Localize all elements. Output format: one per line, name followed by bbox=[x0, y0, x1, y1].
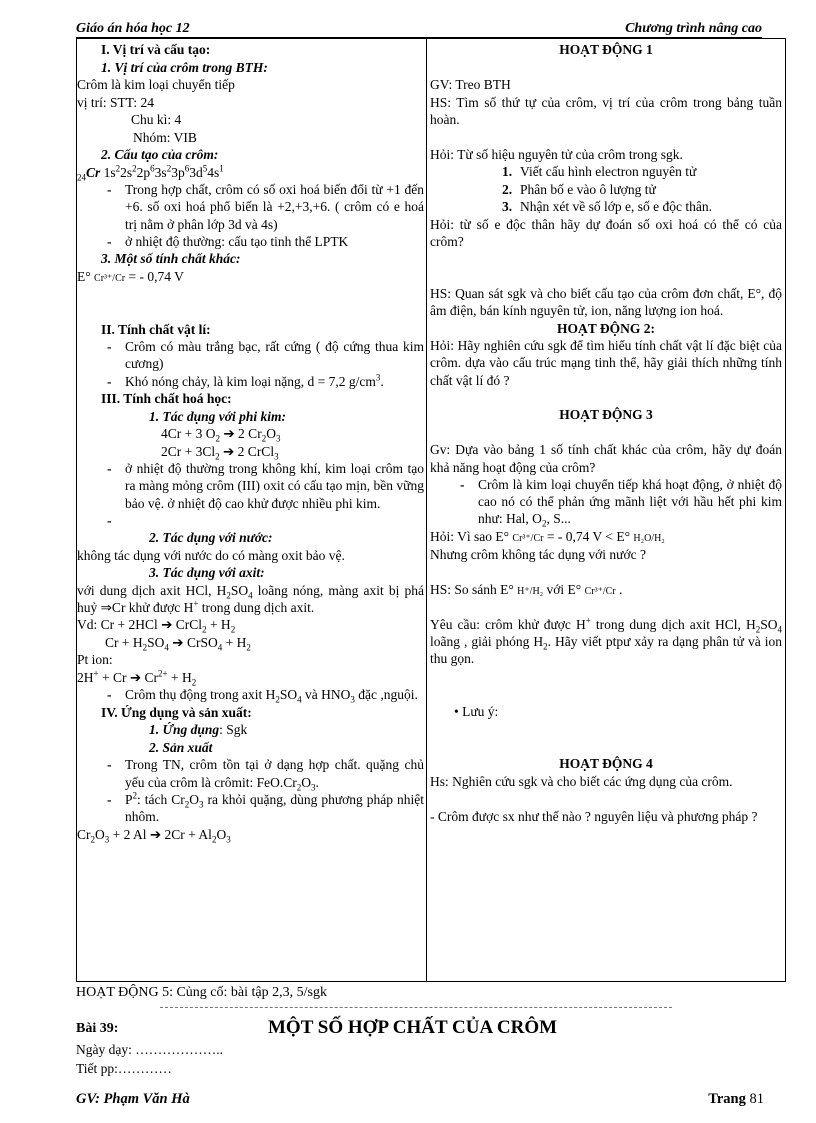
activity-line bbox=[430, 668, 782, 686]
content-line: 1. Tác dụng với phi kim: bbox=[149, 408, 286, 424]
content-line bbox=[77, 303, 424, 321]
content-line: 3. Tác dụng với axit: bbox=[149, 565, 265, 581]
activity-line bbox=[430, 720, 782, 738]
content-line: - $P^2$: tách $Cr_2O_3$ ra khỏi quặng, dùng phương pháp nhiệt nhôm. bbox=[107, 790, 424, 825]
activity-line: Hs: Nghiên cứu sgk và cho biết các ứng dụng của crôm. bbox=[430, 773, 733, 789]
content-line bbox=[77, 286, 424, 304]
content-line: - ở nhiệt độ thường: cấu tạo tinh thể LPTK bbox=[107, 233, 349, 249]
content-line: $_{24}$Cr $1s^22s^22p^63s^23p^63d^54s^1$ bbox=[77, 163, 224, 183]
lesson-number: Bài 39: bbox=[76, 1021, 119, 1036]
dash-bullet-icon: - bbox=[107, 373, 112, 389]
content-line: Chu kì: 4 bbox=[131, 112, 182, 127]
page-header bbox=[76, 20, 762, 38]
activity-line: - Crôm là kim loại chuyển tiếp khá hoạt động, ở nhiệt độ cao nó có thể phản ứng mãnh liệt với hầu hết phi kim như: Hal, $O_2$, S... bbox=[460, 476, 782, 530]
activity-line: HOẠT ĐỘNG 2: bbox=[556, 320, 655, 336]
page-num: 81 bbox=[749, 1091, 764, 1107]
activity-line: HS: Tìm số thứ tự của crôm, vị trí của crôm trong bảng tuần hoàn. bbox=[430, 94, 782, 127]
page-number bbox=[708, 1090, 764, 1109]
content-line: với dung dịch axit HCl, $H_2SO_4$ loãng nóng, màng axit bị phá huỷ ⇒Cr khử được H+ trong dung dịch axit. bbox=[77, 582, 424, 616]
activity-column bbox=[430, 41, 782, 825]
content-line: $Cr_2O_3 + 2$ Al ➔ $2Cr + Al_2O_3$ bbox=[77, 826, 231, 845]
content-line: IV. Ứng dụng và sản xuất: bbox=[101, 704, 252, 720]
activity-line: Nhưng crôm không tác dụng với nước ? bbox=[430, 546, 646, 562]
activity-line: 2. Phân bố e vào ô lượng tử bbox=[502, 181, 656, 197]
content-line: - ở nhiệt độ thường trong không khí, kim loại crôm tạo ra màng mỏng crôm (III) oxit có cấu tạo mịn, bền vững bảo vệ. ở nhiệt độ cao khử được nhiều phi kim. bbox=[107, 461, 424, 511]
content-line: $2Cr + 3Cl_2$ ➔ 2 CrCl$_3$ bbox=[161, 443, 279, 462]
dash-bullet-icon: - bbox=[107, 233, 112, 249]
activity-line: 1. Viết cấu hình electron nguyên tử bbox=[502, 164, 697, 180]
content-line: - Trong TN, crôm tồn tại ở dạng hợp chất. quặng chủ yếu của crôm là crômit: $FeO.Cr_2O_3$. bbox=[107, 757, 424, 793]
activity-line: - Crôm được sx như thế nào ? nguyên liệu và phương pháp ? bbox=[430, 808, 758, 824]
activity-line: Hỏi: Từ số hiệu nguyên tử của crôm trong sgk. bbox=[430, 146, 683, 162]
activity-5: HOẠT ĐỘNG 5: Củng cố: bài tập 2,3, 5/sgk bbox=[76, 985, 327, 1000]
content-line: 2. Cấu tạo của crôm: bbox=[101, 147, 219, 162]
activity-line bbox=[430, 268, 782, 286]
activity-line bbox=[430, 563, 782, 581]
activity-line: Hỏi: từ số e độc thân hãy dự đoán số oxi hoá có thể có của crôm? bbox=[430, 216, 782, 249]
content-line: $Cr + H_2SO_4$ ➔ CrSO$_4$ + $H_2$ bbox=[105, 634, 251, 653]
activity-line: Hỏi: Hãy nghiên cứu sgk để tìm hiểu tính chất vật lí đặc biệt của crôm. dựa vào cấu trúc mạng tinh thể, hãy giải thích những tính chất vật lí đó ? bbox=[430, 338, 782, 388]
dash-bullet-icon: - bbox=[107, 182, 112, 197]
header-subject: Giáo án hóa học 12 bbox=[76, 21, 190, 36]
content-line: - Trong hợp chất, crôm có số oxi hoá biến đổi từ +1 đến +6. số oxi hoá phổ biến là +2,+3,+6. ( crôm có e hoá trị nằm ở phân lớp 3d và 4s) bbox=[107, 182, 424, 232]
activity-line: Hỏi: Vì sao E° Cr³⁺/Cr = - 0,74 V < E° H₂O/H₂ bbox=[430, 528, 665, 544]
dash-bullet-icon: - bbox=[107, 512, 112, 528]
content-line: 2. Tác dụng với nước: bbox=[149, 530, 273, 546]
content-line: không tác dụng với nước do có màng oxit bảo vệ. bbox=[77, 547, 345, 563]
activity-line bbox=[430, 250, 782, 268]
activity-line bbox=[430, 128, 782, 146]
activity-line bbox=[430, 685, 782, 703]
period-line: Tiết pp:………… bbox=[76, 1061, 172, 1076]
dash-bullet-icon: - bbox=[107, 757, 112, 773]
content-column bbox=[77, 41, 424, 843]
activity-line: HOẠT ĐỘNG 4 bbox=[559, 756, 653, 772]
activity-line bbox=[430, 424, 782, 442]
content-line: E° Cr³⁺/Cr = - 0,74 V bbox=[77, 268, 184, 284]
activity-line: • Lưu ý: bbox=[454, 703, 499, 719]
content-line: 2. Sản xuất bbox=[149, 739, 213, 755]
lesson-table bbox=[76, 38, 786, 982]
activity-line bbox=[430, 389, 782, 407]
content-line bbox=[77, 512, 424, 530]
activity-line: 3. Nhận xét về số lớp e, số e độc thân. bbox=[502, 199, 712, 215]
content-line: I. Vị trí và cấu tạo: bbox=[101, 42, 211, 57]
activity-line: GV: Treo BTH bbox=[430, 77, 511, 92]
column-divider bbox=[426, 39, 427, 981]
dash-bullet-icon: - bbox=[107, 791, 112, 807]
content-line: 1. Ứng dụng: Sgk bbox=[149, 722, 248, 738]
content-line: Crôm là kim loại chuyển tiếp bbox=[77, 77, 235, 92]
dash-bullet-icon: - bbox=[107, 339, 112, 355]
content-line: II. Tính chất vật lí: bbox=[101, 321, 211, 337]
list-number: 1. bbox=[502, 164, 513, 180]
activity-line: Gv: Dựa vào bảng 1 số tính chất khác của crôm, hãy dự đoán khả năng hoạt động của crôm? bbox=[430, 442, 782, 475]
header-program: Chương trình nâng cao bbox=[625, 21, 762, 36]
teacher-name: GV: Phạm Văn Hà bbox=[76, 1091, 190, 1107]
content-line: - Crôm thụ động trong axit $H_2SO_4$ và $HNO_3$ đặc ,nguội. bbox=[107, 687, 418, 706]
activity-line: HS: Quan sát sgk và cho biết cấu tạo của crôm đơn chất, E°, độ âm điện, bán kính nguyên tử, ion, năng lượng ion hoá. bbox=[430, 286, 782, 319]
separator bbox=[160, 1007, 672, 1008]
teaching-date: Ngày dạy: ……………….. bbox=[76, 1042, 223, 1057]
content-line: 3. Một số tính chất khác: bbox=[101, 251, 241, 267]
dash-bullet-icon: - bbox=[107, 687, 112, 703]
activity-line: Yêu cầu: crôm khử được H+ trong dung dịch axit HCl, $H_2SO_4$ loãng , giải phóng $H_2$. Hãy viết ptpư xảy ra dạng phân tử và ion thu gọn. bbox=[430, 615, 782, 667]
content-line: Pt ion: bbox=[77, 652, 113, 668]
content-line: 4Cr + 3 $O_2$ ➔ 2 $Cr_2O_3$ bbox=[161, 426, 281, 444]
content-line: 1. Vị trí của crôm trong BTH: bbox=[101, 59, 268, 75]
activity-line bbox=[430, 738, 782, 756]
activity-line bbox=[430, 790, 782, 808]
page-label: Trang bbox=[708, 1091, 746, 1107]
activity-line bbox=[430, 59, 782, 77]
lesson-title: MỘT SỐ HỢP CHẤT CỦA CRÔM bbox=[268, 1017, 558, 1038]
content-line: III. Tính chất hoá học: bbox=[101, 391, 232, 407]
content-line: Vd: Cr + 2HCl ➔ CrCl$_2$ + $H_2$ bbox=[77, 617, 236, 636]
content-line: - Khó nóng chảy, là kim loại nặng, d = 7,2 $g/cm^3$. bbox=[107, 372, 384, 389]
activity-line: HOẠT ĐỘNG 1 bbox=[559, 42, 653, 57]
content-line: - Crôm có màu trắng bạc, rất cứng ( độ cứng thua kim cương) bbox=[107, 339, 424, 372]
content-line: 2H+ + Cr ➔ $Cr^{2+} + H_2$ bbox=[77, 668, 197, 688]
content-line: vị trí: STT: 24 bbox=[77, 94, 154, 110]
activity-line bbox=[430, 598, 782, 616]
dash-bullet-icon: - bbox=[107, 461, 112, 477]
activity-line: HOẠT ĐỘNG 3 bbox=[559, 407, 653, 423]
dash-bullet-icon: - bbox=[460, 476, 465, 492]
list-number: 3. bbox=[502, 199, 513, 215]
content-line: Nhóm: VIB bbox=[133, 129, 197, 145]
list-number: 2. bbox=[502, 181, 513, 197]
activity-line: HS: So sánh E° H⁺/H₂ với E° Cr³⁺/Cr . bbox=[430, 581, 623, 597]
